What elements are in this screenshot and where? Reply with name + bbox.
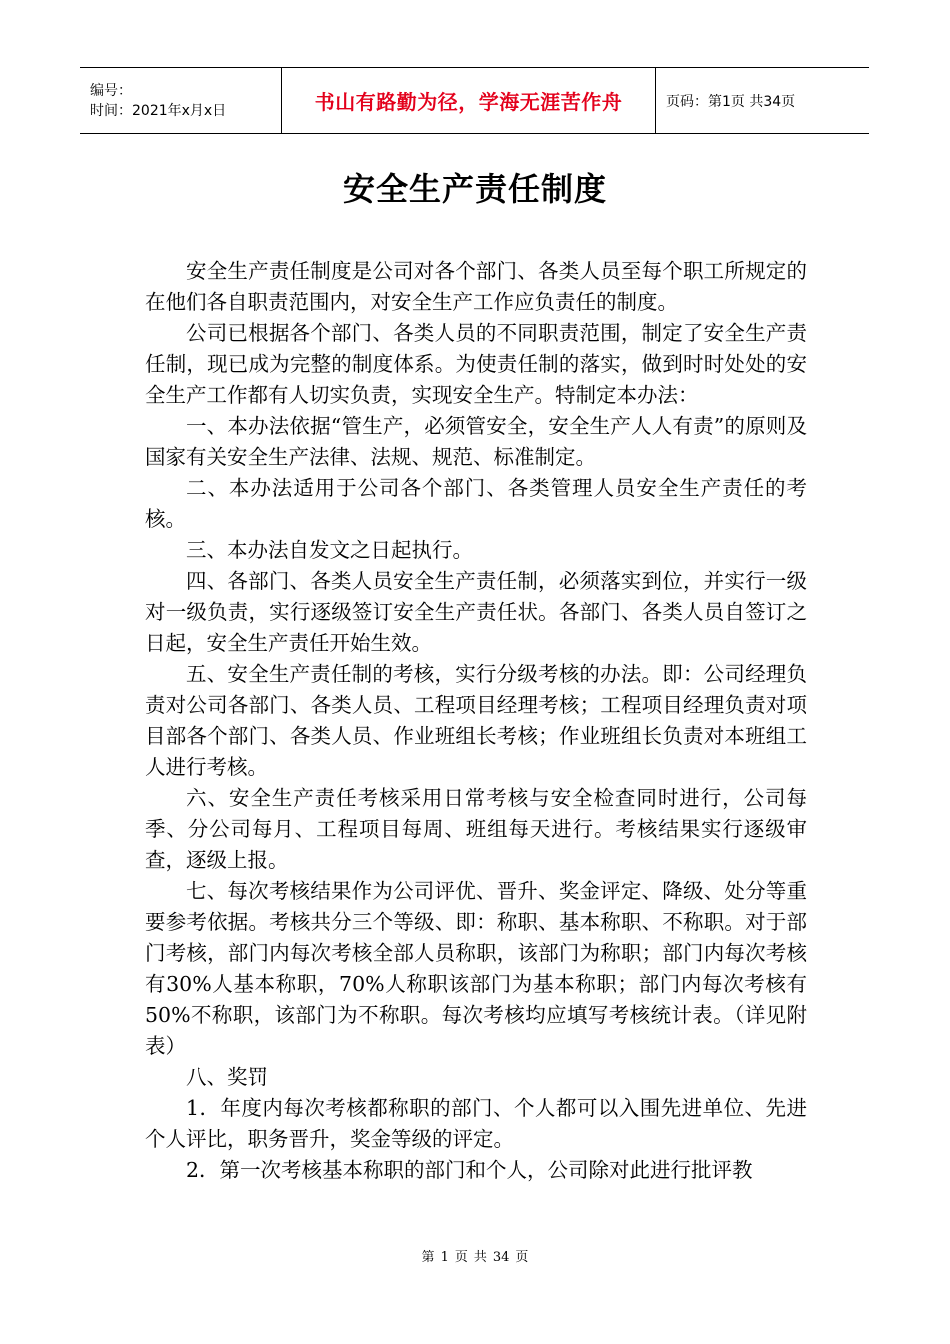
header-page-info: 页码：第1页 共34页	[666, 93, 796, 110]
paragraph: 1．年度内每次考核都称职的部门、个人都可以入围先进单位、先进个人评比，职务晋升，奖金等级的评定。	[145, 1096, 807, 1151]
document-title: 安全生产责任制度	[342, 170, 607, 208]
number-label: 编号：	[90, 82, 132, 99]
header-meta-cell	[80, 68, 282, 133]
paragraph: 六、安全生产责任考核采用日常考核与安全检查同时进行，公司每季、分公司每月、工程项目每周、班组每天进行。考核结果实行逐级审查，逐级上报。	[145, 786, 807, 872]
document-body	[145, 256, 807, 1186]
footer-di: 第	[421, 1250, 435, 1265]
paragraph: 安全生产责任制度是公司对各个部门、各类人员至每个职工所规定的在他们各自职责范围内，对安全生产工作应负责任的制度。	[145, 259, 807, 314]
paragraph: 公司已根据各个部门、各类人员的不同职责范围，制定了安全生产责任制，现已成为完整的制度体系。为使责任制的落实，做到时时处处的安全生产工作都有人切实负责，实现安全生产。特制定本办法：	[145, 321, 807, 407]
document-header	[80, 67, 869, 134]
page-footer	[0, 1246, 950, 1265]
header-motto: 书山有路勤为径，学海无涯苦作舟	[282, 68, 656, 133]
time-label: 时间：2021年x月x日	[90, 102, 227, 119]
footer-gong: 共	[473, 1250, 487, 1265]
paragraph: 四、各部门、各类人员安全生产责任制，必须落实到位，并实行一级对一级负责，实行逐级签订安全生产责任状。各部门、各类人员自签订之日起，安全生产责任开始生效。	[145, 569, 807, 655]
paragraph: 三、本办法自发文之日起执行。	[186, 538, 473, 562]
paragraph: 2．第一次考核基本称职的部门和个人，公司除对此进行批评教	[186, 1158, 753, 1182]
paragraph: 五、安全生产责任制的考核，实行分级考核的办法。即：公司经理负责对公司各部门、各类人员、工程项目经理考核；工程项目经理负责对项目部各个部门、各类人员、作业班组长考核；作业班组长负责对本班组工人进行考核。	[145, 662, 807, 779]
paragraph: 八、奖罚	[186, 1065, 268, 1089]
paragraph: 七、每次考核结果作为公司评优、晋升、奖金评定、降级、处分等重要参考依据。考核共分三个等级、即：称职、基本称职、不称职。对于部门考核，部门内每次考核全部人员称职，该部门为称职；部门内每次考核有30%人基本称职，70%人称职该部门为基本称职；部门内每次考核有50%不称职，该部门为不称职。每次考核均应填写考核统计表。（详见附表）	[145, 879, 807, 1058]
footer-page-number: 1	[440, 1250, 449, 1265]
footer-ye: 页	[454, 1250, 468, 1265]
footer-total-pages: 34	[492, 1250, 510, 1265]
paragraph: 一、本办法依据“管生产，必须管安全，安全生产人人有责”的原则及国家有关安全生产法律、法规、规范、标准制定。	[145, 414, 807, 469]
paragraph: 二、本办法适用于公司各个部门、各类管理人员安全生产责任的考核。	[145, 476, 807, 531]
footer-ye-2: 页	[515, 1250, 529, 1265]
